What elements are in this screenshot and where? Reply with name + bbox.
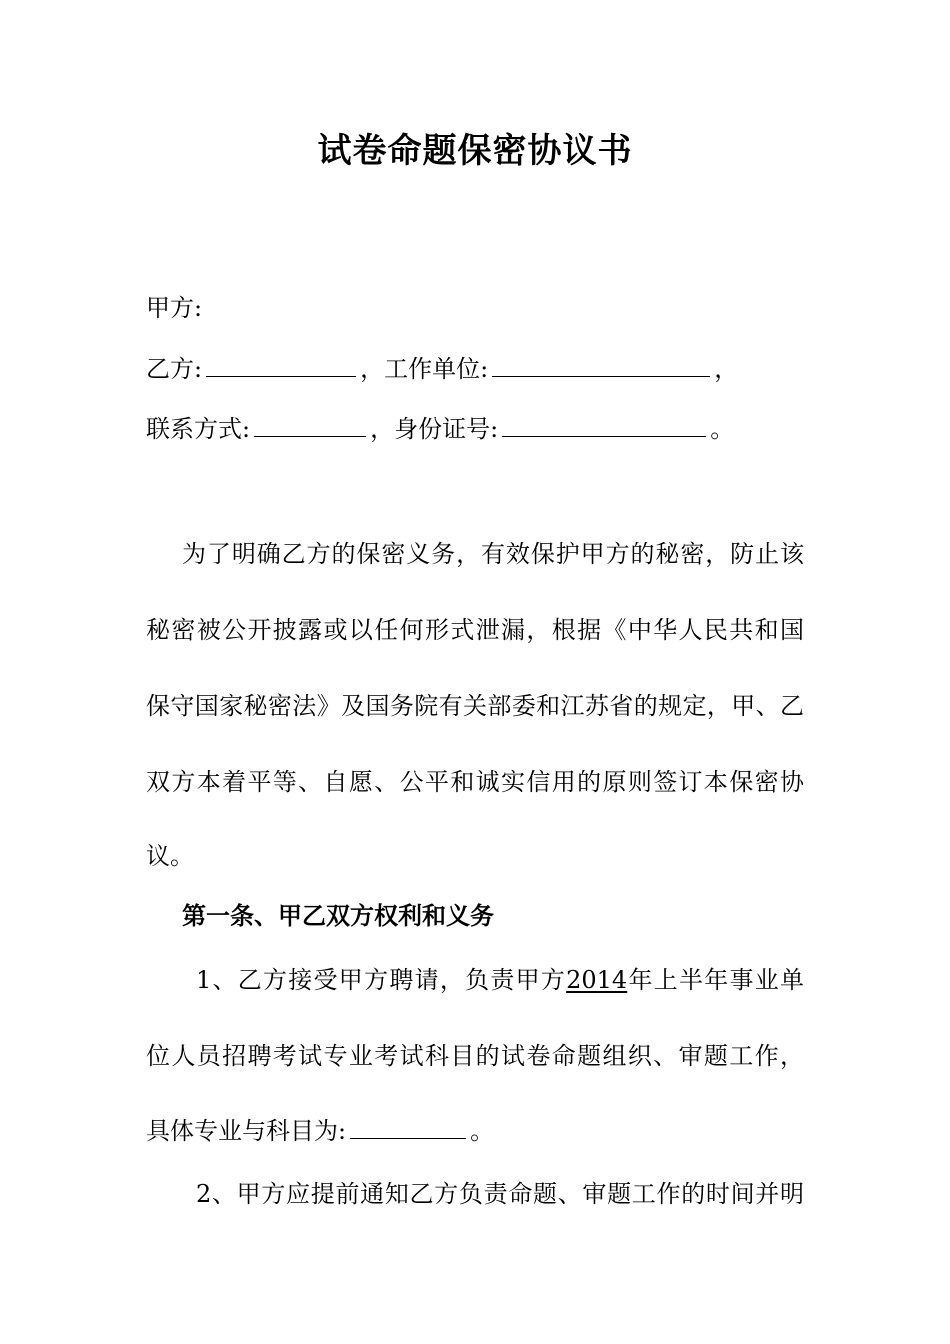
subject-end: 。 — [470, 1117, 495, 1145]
work-unit-blank[interactable] — [492, 350, 710, 377]
article-1-heading: 第一条、甲乙双方权利和义务 — [182, 901, 494, 930]
preamble-line: 保守国家秘密法》及国务院有关部委和江苏省的规定，甲、乙 — [146, 692, 804, 720]
party-a-label: 甲方: — [146, 294, 203, 322]
id-number-blank[interactable] — [502, 410, 706, 437]
preamble-line: 秘密被公开披露或以任何形式泄漏，根据《中华人民共和国 — [146, 616, 804, 644]
clause-1-line-2: 位人员招聘考试专业考试科目的试卷命题组织、审题工作， — [146, 1042, 804, 1070]
preamble-line: 议。 — [146, 842, 194, 870]
party-b-name-blank[interactable] — [206, 350, 356, 377]
year-value: 2014 — [566, 966, 628, 994]
clause-1-line-1 — [196, 962, 804, 998]
preamble-line: 双方本着平等、自愿、公平和诚实信用的原则签订本保密协 — [146, 768, 804, 796]
contact-line — [146, 410, 734, 447]
document-title: 试卷命题保密协议书 — [317, 131, 633, 171]
subject-blank[interactable] — [350, 1112, 466, 1139]
id-number-label: ，身份证号: — [370, 415, 499, 443]
work-unit-label: ，工作单位: — [360, 355, 489, 383]
contact-blank[interactable] — [254, 410, 366, 437]
contact-end: 。 — [710, 415, 735, 443]
party-a-line — [146, 290, 202, 326]
clause-2-line-1: 2、甲方应提前通知乙方负责命题、审题工作的时间并明 — [196, 1180, 804, 1208]
party-b-line — [146, 350, 738, 387]
contact-label: 联系方式: — [146, 415, 251, 443]
party-b-label: 乙方: — [146, 355, 203, 383]
clause-1-line-3 — [146, 1112, 494, 1149]
clause-1-text: 1、乙方接受甲方聘请，负责甲方 — [196, 966, 567, 994]
subject-label: 具体专业与科目为: — [146, 1117, 347, 1145]
party-b-end: ， — [714, 355, 739, 383]
clause-1-text-end: 年上半年事业单 — [627, 966, 804, 994]
preamble-line: 为了明确乙方的保密义务，有效保护甲方的秘密，防止该 — [182, 540, 804, 568]
